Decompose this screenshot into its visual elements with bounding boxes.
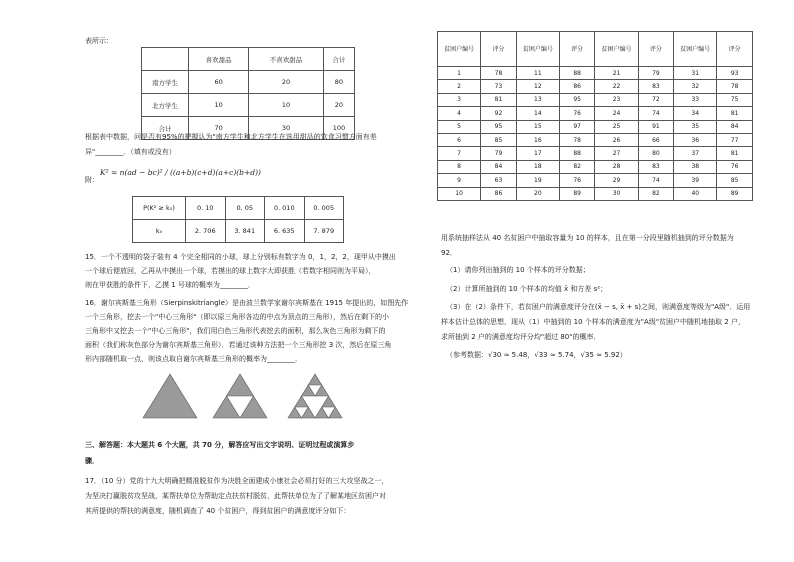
- table-row: [133, 220, 344, 243]
- critical-value-table: [132, 196, 344, 243]
- q16-text: 形内部随机取一点，则该点取自谢尔宾斯基三角形的概率为________．: [85, 355, 302, 363]
- table-cell: 13: [516, 93, 559, 106]
- sub-question-3: 求所抽到 2 户的满意度均评分均"超过 80"的概率．: [441, 333, 601, 341]
- table-cell: 南方学生: [142, 71, 189, 94]
- table-row: [438, 93, 753, 106]
- q16-text: 面积（我们称灰色部分为谢尔宾斯基三角形）．若通过该种方法把一个三角形挖 3 次，然后在原三角: [85, 341, 392, 349]
- table-cell: 7. 879: [304, 220, 344, 243]
- q14-text: 异"________．（填有或没有）: [85, 148, 176, 156]
- table-cell: 78: [481, 67, 517, 80]
- table-row: [438, 160, 753, 173]
- table-cell: 75: [717, 93, 753, 106]
- table-cell: 81: [717, 147, 753, 160]
- table-cell: 89: [717, 187, 753, 200]
- table-cell: 3: [438, 93, 481, 106]
- table-cell: 83: [638, 160, 674, 173]
- table-cell: 85: [481, 133, 517, 146]
- table-cell: 合计: [142, 117, 189, 140]
- table-cell: 25: [595, 120, 638, 133]
- table-cell: 79: [638, 67, 674, 80]
- table-row: [438, 80, 753, 93]
- q16-text: 16．谢尔宾斯基三角形（Sierpinskitriangle）是由波兰数学家谢尔宾斯基在 1915 年提出的，如图先作: [85, 299, 409, 307]
- section-heading: 三、解答题：本大题共 6 个大题，共 70 分，解答应写出文字说明、证明过程或演算步: [85, 441, 355, 449]
- q17-text: 为坚决打赢脱贫攻坚战，某帮扶单位为帮助定点扶贫村脱贫，此帮扶单位为了了解某地区贫困户对: [85, 492, 386, 500]
- table-cell: 83: [638, 80, 674, 93]
- table-header: 评分: [481, 32, 517, 67]
- table-cell: 30: [249, 117, 324, 140]
- table-row: [142, 48, 355, 71]
- table-cell: 20: [323, 94, 354, 117]
- table-header: 评分: [638, 32, 674, 67]
- table-cell: 23: [595, 93, 638, 106]
- table-cell: 21: [595, 67, 638, 80]
- table-intro: 表所示：: [85, 37, 113, 45]
- table-row: [133, 197, 344, 220]
- table-cell: 34: [674, 107, 717, 120]
- table-cell: 81: [717, 107, 753, 120]
- table-cell: [142, 48, 189, 71]
- table-cell: 0. 010: [265, 197, 305, 220]
- table-cell: 73: [481, 80, 517, 93]
- table-cell: 72: [638, 93, 674, 106]
- table-row: [142, 94, 355, 117]
- table-cell: 20: [249, 71, 324, 94]
- table-cell: 15: [516, 120, 559, 133]
- table-cell: 18: [516, 160, 559, 173]
- table-cell: k₀: [133, 220, 186, 243]
- table-row: [438, 174, 753, 187]
- triangle-stage-0: [143, 374, 197, 418]
- table-cell: 14: [516, 107, 559, 120]
- table-cell: 88: [559, 67, 595, 80]
- q17-text: 其所提供的帮扶的满意度，随机调查了 40 个贫困户，得到贫困户的满意度评分如下：: [85, 507, 351, 515]
- triangle-stage-2: [288, 374, 342, 418]
- sierpinski-figures: [140, 372, 370, 422]
- table-cell: 76: [717, 160, 753, 173]
- table-cell: 91: [638, 120, 674, 133]
- table-cell: 35: [674, 120, 717, 133]
- table-cell: 80: [323, 71, 354, 94]
- table-cell: 40: [674, 187, 717, 200]
- sub-question-2: （2）计算所抽到的 10 个样本的均值 x̄ 和方差 s²；: [446, 285, 608, 293]
- table-cell: 28: [595, 160, 638, 173]
- table-cell: 6: [438, 133, 481, 146]
- table-cell: 12: [516, 80, 559, 93]
- table-cell: 89: [559, 187, 595, 200]
- table-header: 贫困户编号: [438, 32, 481, 67]
- table-cell: 76: [559, 174, 595, 187]
- table-cell: 2: [438, 80, 481, 93]
- table-row: [438, 32, 753, 67]
- fu-label: 附：: [85, 176, 99, 184]
- table-cell: 19: [516, 174, 559, 187]
- table-cell: 86: [481, 187, 517, 200]
- table-cell: 7: [438, 147, 481, 160]
- table-cell: 82: [559, 160, 595, 173]
- chi-square-formula: K² = n(ad − bc)² / ((a+b)(c+d)(a+c)(b+d)): [100, 168, 261, 177]
- table-cell: 0. 005: [304, 197, 344, 220]
- table-cell: 74: [638, 174, 674, 187]
- table-header: 贫困户编号: [595, 32, 638, 67]
- table-cell: 37: [674, 147, 717, 160]
- table-cell: 29: [595, 174, 638, 187]
- q14-text: 根据表中数据，问是否有95%的把握认为"南方学生和北方学生在选用甜品的饮食习惯方面有差: [85, 133, 377, 141]
- table-cell: 81: [481, 93, 517, 106]
- table-cell: 17: [516, 147, 559, 160]
- table-cell: 97: [559, 120, 595, 133]
- table-cell: 4: [438, 107, 481, 120]
- q16-text: 一个三角形，挖去一个"中心三角形"（即以原三角形各边的中点为顶点的三角形），然后在剩下的小: [85, 313, 389, 321]
- triangle-stage-1: [213, 374, 267, 418]
- table-cell: 95: [481, 120, 517, 133]
- table-cell: 8: [438, 160, 481, 173]
- table-cell: 16: [516, 133, 559, 146]
- reference-data: （参考数据：√30 ≈ 5.48，√33 ≈ 5.74，√35 ≈ 5.92）: [446, 351, 627, 359]
- table-cell: 79: [481, 147, 517, 160]
- table-cell: 93: [717, 67, 753, 80]
- section-heading: 骤．: [85, 457, 99, 465]
- table-cell: 74: [638, 107, 674, 120]
- table-cell: 95: [559, 93, 595, 106]
- q15-text: 则在甲获胜的条件下，乙摸 1 号球的概率为________．: [85, 281, 255, 289]
- table-cell: 22: [595, 80, 638, 93]
- table-header: 贫困户编号: [516, 32, 559, 67]
- table-row: [438, 120, 753, 133]
- table-cell: 20: [516, 187, 559, 200]
- table-row: [438, 107, 753, 120]
- table-cell: 80: [638, 147, 674, 160]
- table-cell: 33: [674, 93, 717, 106]
- table-cell: 0. 05: [225, 197, 265, 220]
- table-row: [438, 147, 753, 160]
- table-cell: 36: [674, 133, 717, 146]
- q17-text: 17．（10 分）党的十九大明确把精准脱贫作为决胜全面建成小康社会必须打好的三大攻坚战之一，: [85, 477, 389, 485]
- table-header: 评分: [717, 32, 753, 67]
- table-row: [438, 133, 753, 146]
- sub-question-3: 样本估计总体的思想，现从（1）中抽到的 10 个样本的满意度为"A级"贫困户中随机地抽取 2 户，: [441, 318, 745, 326]
- table-cell: 6. 635: [265, 220, 305, 243]
- table-cell: 88: [559, 147, 595, 160]
- table-cell: 1: [438, 67, 481, 80]
- table-cell: 84: [717, 120, 753, 133]
- table-cell: 5: [438, 120, 481, 133]
- table-cell: 24: [595, 107, 638, 120]
- table-header: 喜欢甜品: [189, 48, 249, 71]
- table-cell: P(K² ≥ k₀): [133, 197, 186, 220]
- table-cell: 70: [189, 117, 249, 140]
- score-table: [437, 31, 753, 201]
- table-cell: 11: [516, 67, 559, 80]
- table-cell: 北方学生: [142, 94, 189, 117]
- table-cell: 30: [595, 187, 638, 200]
- table-cell: 10: [249, 94, 324, 117]
- table-cell: 60: [189, 71, 249, 94]
- table-cell: 78: [717, 80, 753, 93]
- table-cell: 26: [595, 133, 638, 146]
- table-header: 合计: [323, 48, 354, 71]
- table-header: 评分: [559, 32, 595, 67]
- table-cell: 3. 841: [225, 220, 265, 243]
- sub-question-3: （3）在（2）条件下，若贫困户的满意度评分在(x̄ − s, x̄ + s)之间，则满意度等级为"A级"．运用: [446, 303, 751, 311]
- table-cell: 27: [595, 147, 638, 160]
- table-cell: 66: [638, 133, 674, 146]
- table-cell: 77: [717, 133, 753, 146]
- sub-question-1: （1）请你列出抽到的 10 个样本的评分数据；: [446, 266, 590, 274]
- preference-table: [141, 47, 355, 140]
- q16-text: 三角形中又挖去一个"中心三角形"，我们用白色三角形代表挖去的面积，那么灰色三角形为剩下的: [85, 327, 386, 335]
- table-cell: 78: [559, 133, 595, 146]
- table-cell: 76: [559, 107, 595, 120]
- table-header: 贫困户编号: [674, 32, 717, 67]
- table-cell: 9: [438, 174, 481, 187]
- table-cell: 82: [638, 187, 674, 200]
- q17-continued: 92．: [441, 249, 457, 257]
- table-cell: 85: [717, 174, 753, 187]
- table-cell: 10: [438, 187, 481, 200]
- table-cell: 38: [674, 160, 717, 173]
- table-row: [438, 67, 753, 80]
- table-row: [142, 71, 355, 94]
- table-cell: 100: [323, 117, 354, 140]
- table-cell: 0. 10: [186, 197, 226, 220]
- q17-continued: 用系统抽样法从 40 名贫困户中抽取容量为 10 的样本，且在第一分段里随机抽到的评分数据为: [441, 234, 734, 242]
- table-cell: 63: [481, 174, 517, 187]
- table-cell: 32: [674, 80, 717, 93]
- table-row: [438, 187, 753, 200]
- table-header: 不喜欢甜品: [249, 48, 324, 71]
- q15-text: 15．一个不透明的袋子装有 4 个完全相同的小球，球上分别标有数字为 0，1，2，2，现甲从中摸出: [85, 253, 396, 261]
- table-cell: 10: [189, 94, 249, 117]
- table-cell: 92: [481, 107, 517, 120]
- table-cell: 39: [674, 174, 717, 187]
- table-cell: 84: [481, 160, 517, 173]
- table-cell: 31: [674, 67, 717, 80]
- q15-text: 一个球后便放回，乙再从中摸出一个球，若摸出的球上数字大即获胜（若数字相同则为平局），: [85, 267, 376, 275]
- table-cell: 2. 706: [186, 220, 226, 243]
- table-cell: 86: [559, 80, 595, 93]
